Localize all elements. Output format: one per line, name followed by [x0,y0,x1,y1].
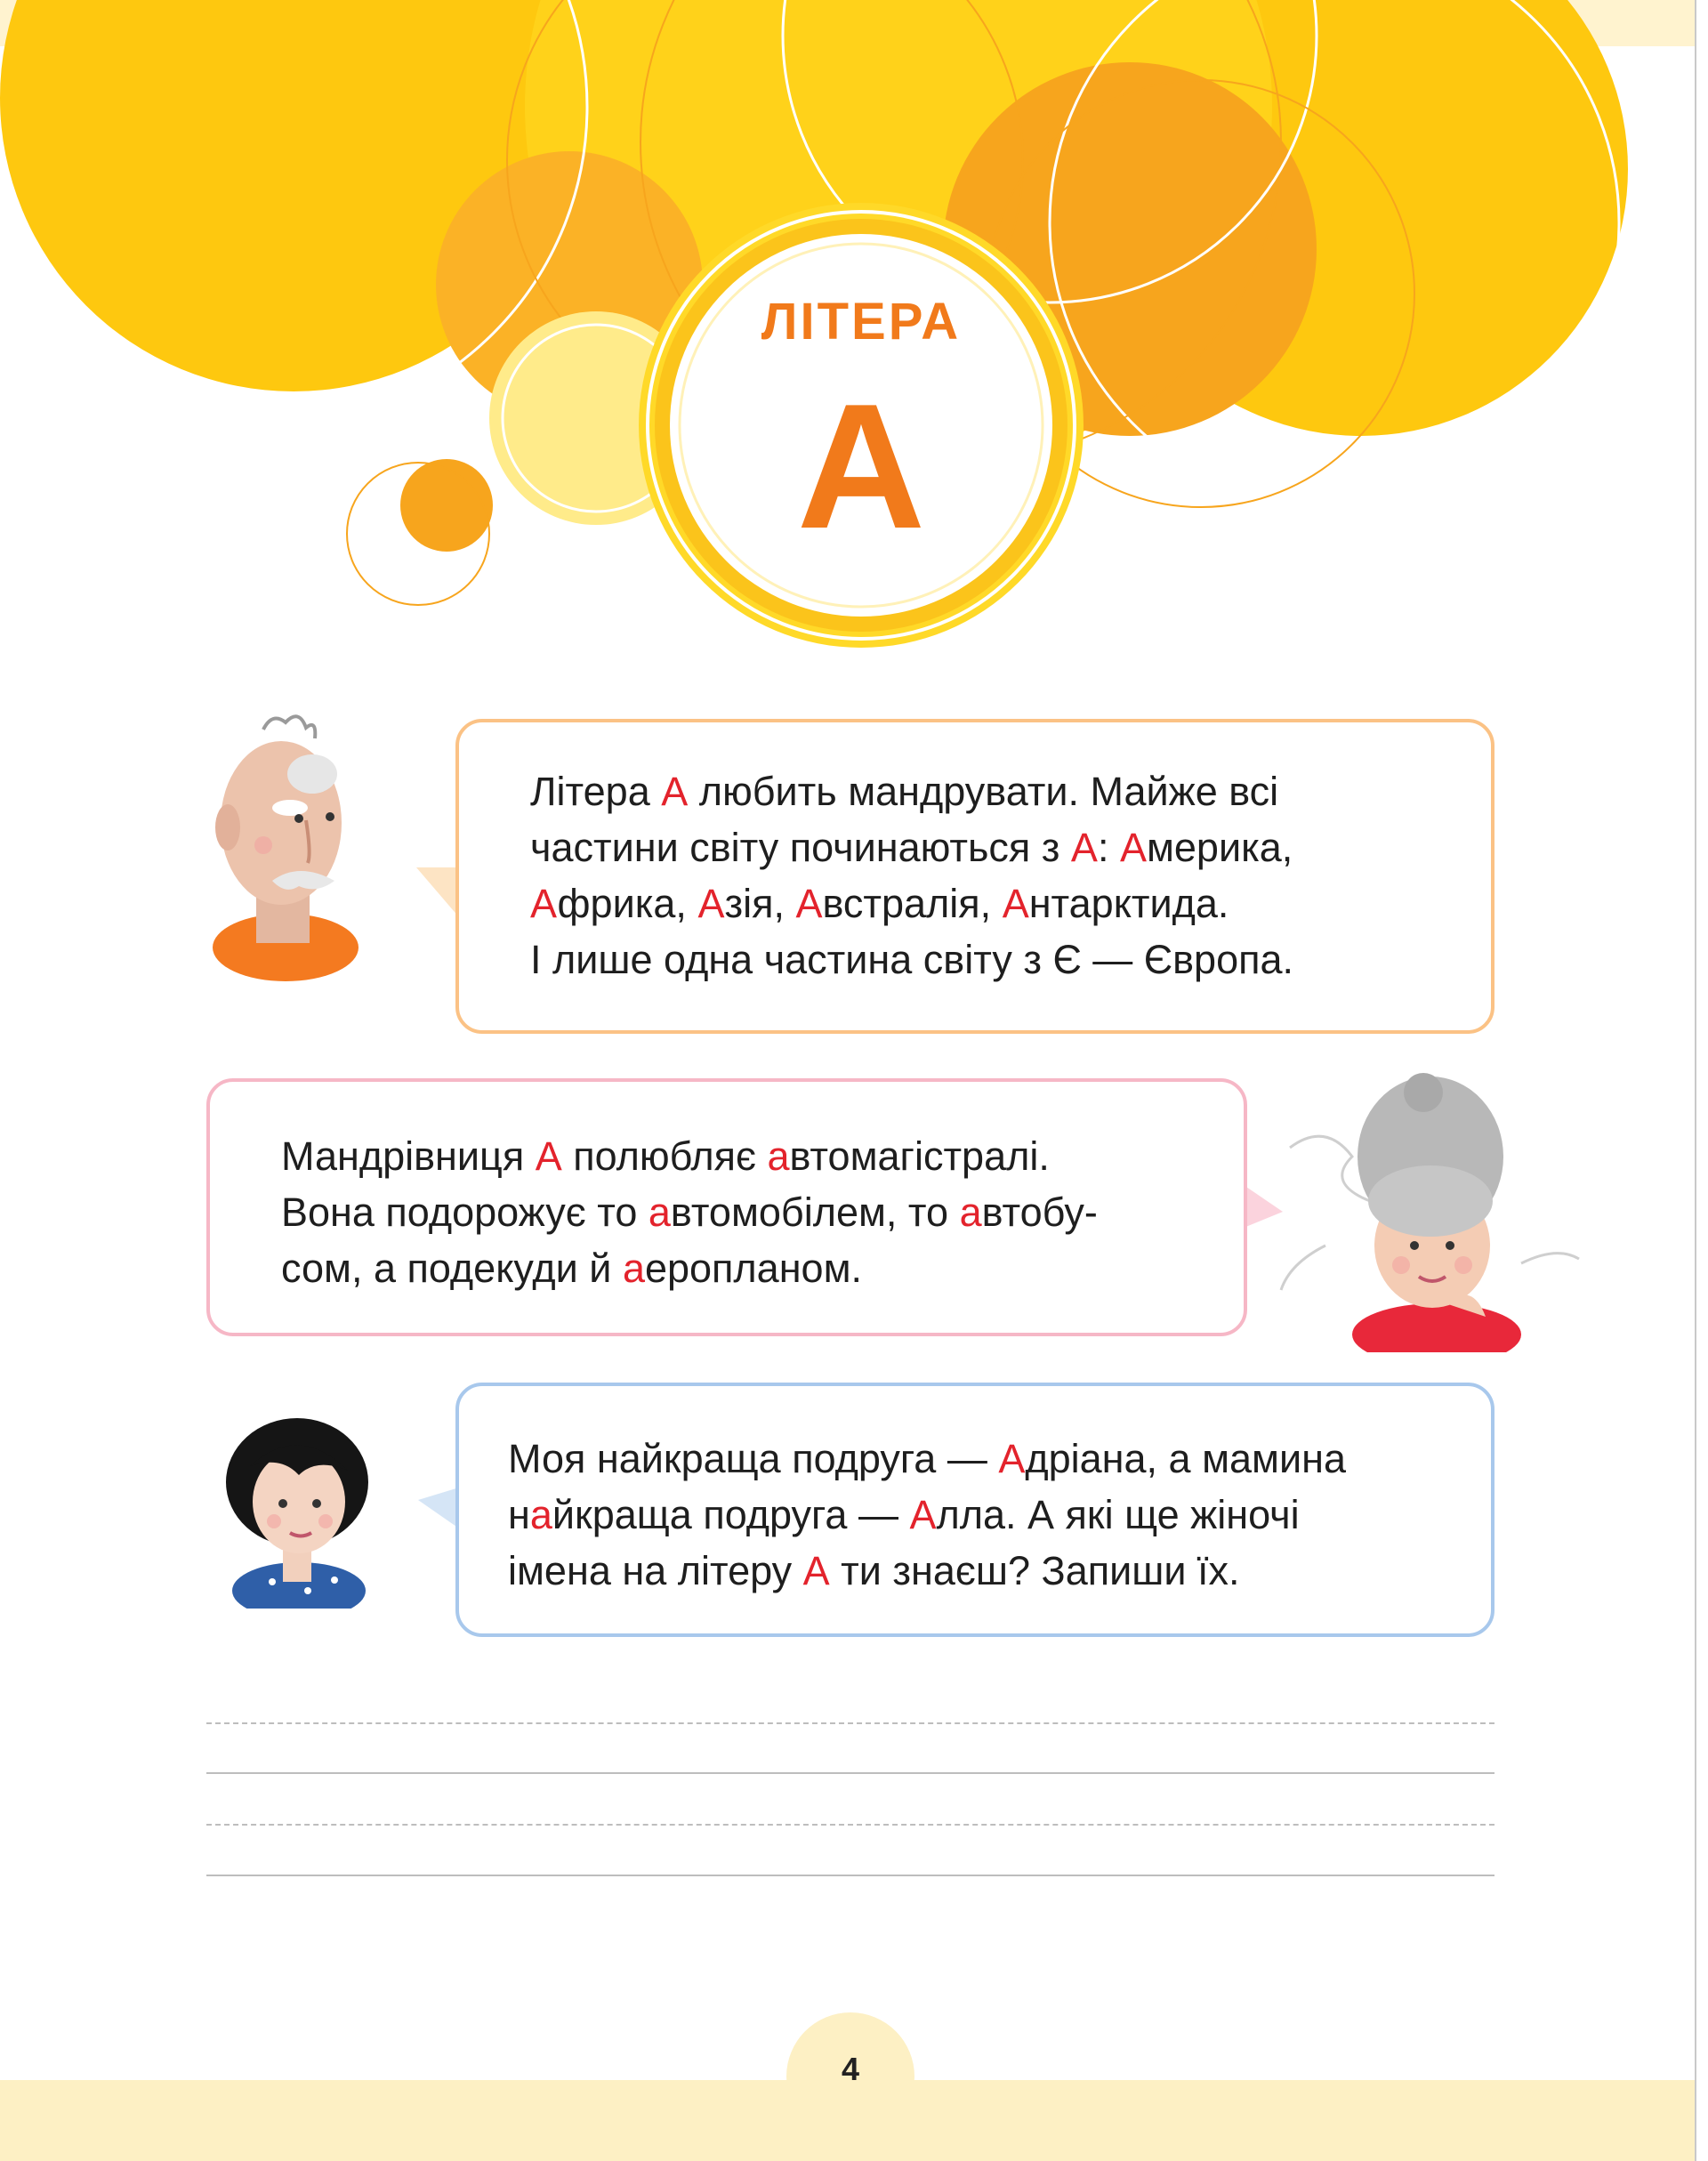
highlighted-letter: А [1119,825,1147,870]
writing-line-1[interactable] [206,1772,1494,1774]
text-segment: дріана, а мамина [1025,1436,1346,1481]
speech-bubble-1 [455,719,1494,1034]
text-segment: втобу- [981,1189,1098,1235]
bubble-tail-1 [416,867,459,917]
page-edge [1696,0,1708,2161]
girl-avatar-icon [201,1404,388,1609]
highlighted-letter: а [529,1492,552,1537]
highlighted-letter: А [697,881,725,926]
title-letter: А [796,367,926,566]
text-segment: Вона подорожує то [281,1189,649,1235]
writing-guide-dashed-1 [206,1722,1494,1724]
text-segment: І лише одна частина світу з Є — Європа. [530,937,1294,982]
text-segment: ти знаєш? Запиши їх. [829,1548,1240,1593]
text-segment: Моя найкраща подруга — [508,1436,999,1481]
highlighted-letter: а [767,1133,790,1179]
bubble-tail-2 [1244,1185,1283,1228]
highlighted-letter: а [622,1246,645,1291]
text-segment: : [1097,825,1120,870]
bubble-tail-3 [418,1488,459,1528]
text-segment: втомобілем, то [670,1189,960,1235]
text-segment: частини світу починаються з [530,825,1071,870]
text-segment: н [508,1492,530,1537]
text-segment: втомагістралі. [789,1133,1050,1179]
bubble-1-line [530,875,1491,931]
speech-bubble-2 [206,1078,1247,1336]
grandmother-avatar-icon [1272,1068,1592,1352]
bubble-2-line [281,1128,1244,1184]
text-segment: любить мандрувати. Майже всі [688,769,1279,814]
page-edge-line [1695,0,1696,2161]
bubble-1-line [530,763,1491,819]
text-segment: нтарктида. [1028,881,1229,926]
text-segment: сом, а подекуди й [281,1246,623,1291]
highlighted-letter: А [909,1492,937,1537]
header-circles-decoration [0,0,1708,730]
highlighted-letter: А [1070,825,1098,870]
highlighted-letter: а [648,1189,671,1235]
bubble-1-line [530,931,1491,988]
highlighted-letter: А [998,1436,1026,1481]
text-segment: йкраща подруга — [552,1492,910,1537]
bubble-3-line [508,1543,1491,1599]
bubble-3-line [508,1431,1491,1487]
text-segment: імена на літеру [508,1548,803,1593]
page-number: 4 [841,2051,860,2087]
highlighted-letter: а [959,1189,982,1235]
text-segment: полюбляє [561,1133,768,1179]
text-segment: Літера [530,769,662,814]
writing-line-2[interactable] [206,1875,1494,1876]
writing-guide-dashed-2 [206,1824,1494,1826]
bubble-1-line [530,819,1491,875]
old-man-avatar-icon [201,712,379,983]
bubble-2-line [281,1184,1244,1240]
text-segment: Мандрівниця [281,1133,536,1179]
bubble-3-line [508,1487,1491,1543]
speech-bubble-3 [455,1383,1494,1637]
bubble-2-line [281,1240,1244,1296]
text-segment: мерика, [1146,825,1293,870]
text-segment: зія, [724,881,796,926]
text-segment: встралія, [822,881,1003,926]
text-segment: лла. А які ще жіночі [936,1492,1300,1537]
text-segment: фрика, [557,881,698,926]
text-segment: еропланом. [644,1246,863,1291]
highlighted-letter: А [795,881,823,926]
title-label: ЛІТЕРА [761,293,962,351]
highlighted-letter: А [1002,881,1029,926]
highlighted-letter: А [802,1548,830,1593]
highlighted-letter: А [535,1133,562,1179]
highlighted-letter: А [661,769,689,814]
highlighted-letter: А [530,881,558,926]
